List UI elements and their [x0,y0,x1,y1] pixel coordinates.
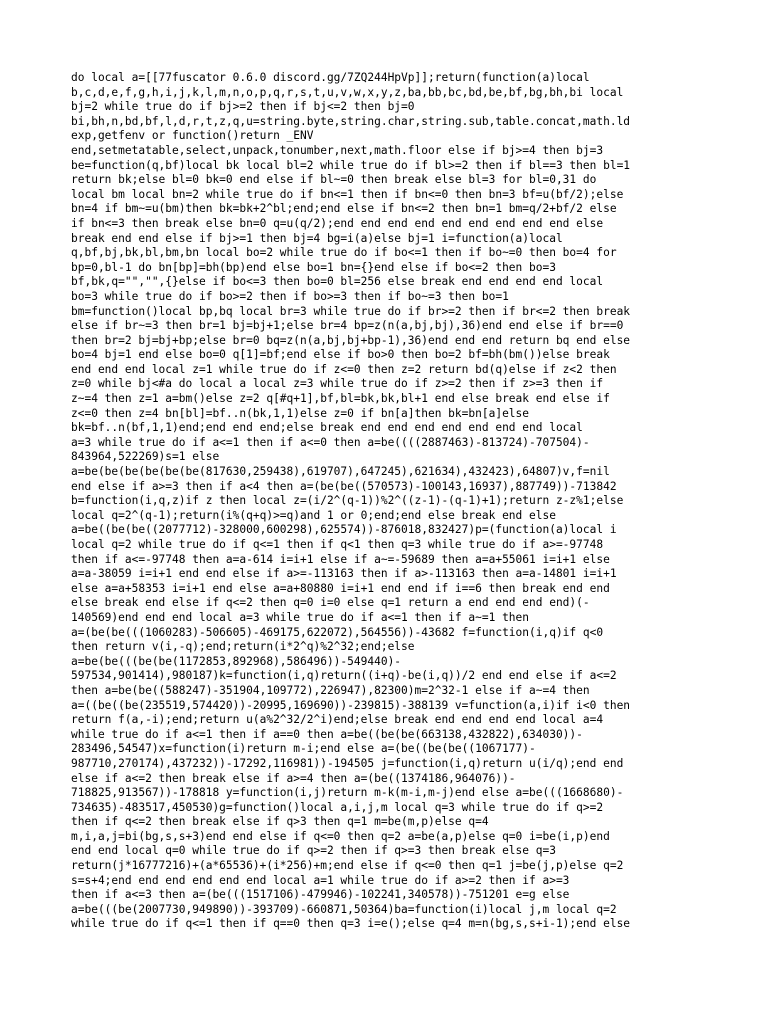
code-text-block [71,71,711,932]
code-line: a=be(be(be(be(be(be(817630,259438),619707),647245),621634),432423),64807)v,f=nil [71,465,610,479]
code-line: a=be((be(be((2077712)-328000,600298),625574))-876018,832427)p=(function(a)local i [71,523,617,537]
code-line: z<=0 then z=4 bn[bl]=bf..n(bk,1,1)else z=0 if bn[a]then bk=bn[a]else [71,406,530,420]
code-line: else a=a+58353 i=i+1 end else a=a+80880 i=i+1 end end if i==6 then break end end [71,581,610,595]
code-line: bn=4 if bm~=u(bm)then bk=bk+2^bl;end;end else if bn<=2 then bn=1 bm=q/2+bf/2 else [71,202,617,216]
code-line: local q=2^(q-1);return(i%(q+q)>=q)and 1 or 0;end;end else break end else [71,508,556,522]
code-line: bo=4 bj=1 end else bo=0 q[1]=bf;end else if bo>0 then bo=2 bf=bh(bm())else break [71,348,610,362]
code-line: local bm local bn=2 while true do if bn<=1 then if bn<=0 then bn=3 bf=u(bf/2);else [71,187,624,201]
code-line: else break end else if q<=2 then q=0 i=0 else q=1 return a end end end end)(- [71,596,590,610]
code-line: bo=3 while true do if bo>=2 then if bo>=3 then if bo~=3 then bo=1 [71,289,509,303]
code-line: z~=4 then z=1 a=bm()else z=2 q[#q+1],bf,bl=bk,bk,bl+1 end else break end else if [71,392,610,406]
code-line: then if q<=2 then break else if q>3 then q=1 m=be(m,p)else q=4 [71,815,489,829]
code-line: end,setmetatable,select,unpack,tonumber,next,math.floor else if bj>=4 then bj=3 [71,143,604,157]
code-line: return(j*16777216)+(a*65536)+(i*256)+m;end else if q<=0 then q=1 j=be(j,p)else q=2 [71,859,624,873]
code-line: 987710,270174),437232))-17292,116981))-194505 j=function(i,q)return u(i/q);end end [71,756,624,770]
code-line: z=0 while bj<#a do local a local z=3 while true do if z>=2 then if z>=3 then if [71,377,604,391]
code-line: local q=2 while true do if q<=1 then if q<1 then q=3 while true do if a>=-97748 [71,538,604,551]
code-line: bp=0,bl-1 do bn[bp]=bh(bp)end else bo=1 bn={}end else if bo<=2 then bo=3 [71,260,556,274]
code-line: be=function(q,bf)local bk local bl=2 while true do if bl>=2 then if bl==3 then bl=1 [71,158,631,172]
code-line: bi,bh,n,bd,bf,l,d,r,t,z,q,u=string.byte,string.char,string.sub,table.concat,math.ld [71,114,631,128]
code-line: return bk;else bl=0 bk=0 end else if bl~=0 then break else bl=3 for bl=0,31 do [71,173,597,187]
code-line: return f(a,-i);end;return u(a%2^32/2^i)end;else break end end end end local a=4 [71,713,604,727]
code-line: else if br~=3 then br=1 bj=bj+1;else br=4 bp=z(n(a,bj,bj),36)end end else if br==0 [71,319,624,333]
code-line: b=function(i,q,z)if z then local z=(i/2^(q-1))%2^((z-1)-(q-1)+1);return z-z%1;else [71,494,624,508]
code-line: 718825,913567))-178818 y=function(i,j)return m-k(m-i,m-j)end else a=be(((1668680)- [71,786,624,800]
code-line: end end end local z=1 while true do if z<=0 then z=2 return bd(q)else if z<2 then [71,362,617,376]
code-line: 734635)-483517,450530)g=function()local a,i,j,m local q=3 while true do if q>=2 [71,800,604,814]
code-line: a=a-38059 i=i+1 end end else if a>=-113163 then if a>-113163 then a=a-14801 i=i+1 [71,567,617,581]
code-line: break end end else if bj>=1 then bj=4 bg=i(a)else bj=1 i=function(a)local [71,231,563,245]
code-line: end else if a>=3 then if a<4 then a=(be(be((570573)-100143,16937),887749))-713842 [71,479,617,493]
code-line: a=((be((be(235519,574420))-20995,169690))-239815)-388139 v=function(a,i)if i<0 then [71,698,631,712]
code-line: then a=be(be((588247)-351904,109772),226947),82300)m=2^32-1 else if a~=4 then [71,683,590,697]
code-line: a=(be(be(((1060283)-506605)-469175,622072),564556))-43682 f=function(i,q)if q<0 [71,625,604,639]
code-line: end end local q=0 while true do if q>=2 then if q>=3 then break else q=3 [71,844,556,858]
code-line: bk=bf..n(bf,1,1)end;end end end;else break end end end end end end end local [71,421,583,435]
code-line: a=3 while true do if a<=1 then if a<=0 then a=be((((2887463)-813724)-707504)- [71,435,590,449]
code-line: bf,bk,q="","",{}else if bo<=3 then bo=0 bl=256 else break end end end end local [71,275,604,289]
code-line: 140569)end end end local a=3 while true do if a<=1 then if a~=1 then [71,610,530,624]
code-line: 283496,54547)x=function(i)return m-i;end else a=(be((be(be((1067177)- [71,742,536,756]
code-line: 843964,522269)s=1 else [71,450,220,464]
code-line: s=s+4;end end end end end end local a=1 while true do if a>=2 then if a>=3 [71,873,570,887]
code-line: m,i,a,j=bi(bg,s,s+3)end end else if q<=0 then q=2 a=be(a,p)else q=0 i=be(i,p)end [71,829,610,843]
code-line: else if a<=2 then break else if a>=4 then a=(be((1374186,964076))- [71,771,516,785]
code-line: bm=function()local bp,bq local br=3 while true do if br>=2 then if br<=2 then break [71,304,631,318]
code-line: exp,getfenv or function()return _ENV [71,129,314,143]
code-line: then return v(i,-q);end;return(i*2^q)%2^32;end;else [71,640,415,654]
code-line: then if a<=3 then a=(be(((1517106)-479946)-102241,340578))-751201 e=g else [71,888,570,902]
code-line: a=be(be(((be(be(1172853,892968),586496))-549440)- [71,654,402,668]
code-line: do local a=[[77fuscator 0.6.0 discord.gg/7ZQ244HpVp]];return(function(a)local [71,71,590,84]
code-line: q,bf,bj,bk,bl,bm,bn local bo=2 while true do if bo<=1 then if bo~=0 then bo=4 for [71,246,617,260]
code-line: if bn<=3 then break else bn=0 q=u(q/2);end end end end end end end end end else [71,216,604,230]
code-line: b,c,d,e,f,g,h,i,j,k,l,m,n,o,p,q,r,s,t,u,v,w,x,y,z,ba,bb,bc,bd,be,bf,bg,bh,bi local [71,85,624,99]
code-line: bj=2 while true do if bj>=2 then if bj<=2 then bj=0 [71,100,415,114]
code-line: a=be(((be(2007730,949890))-393709)-660871,50364)ba=function(i)local j,m local q=2 [71,902,617,916]
code-line: while true do if a<=1 then if a==0 then a=be((be(be(663138,432822),634030))- [71,727,583,741]
code-line: then if a<=-97748 then a=a-614 i=i+1 else if a~=-59689 then a=a+55061 i=i+1 else [71,552,610,566]
code-line: 597534,901414),980187)k=function(i,q)return((i+q)-be(i,q))/2 end end else if a<=2 [71,669,617,683]
code-line: while true do if q<=1 then if q==0 then q=3 i=e();else q=4 m=n(bg,s,s+i-1);end else [71,917,631,931]
code-line: then br=2 bj=bj+bp;else br=0 bq=z(n(a,bj,bj+bp-1),36)end end end return bq end else [71,333,631,347]
